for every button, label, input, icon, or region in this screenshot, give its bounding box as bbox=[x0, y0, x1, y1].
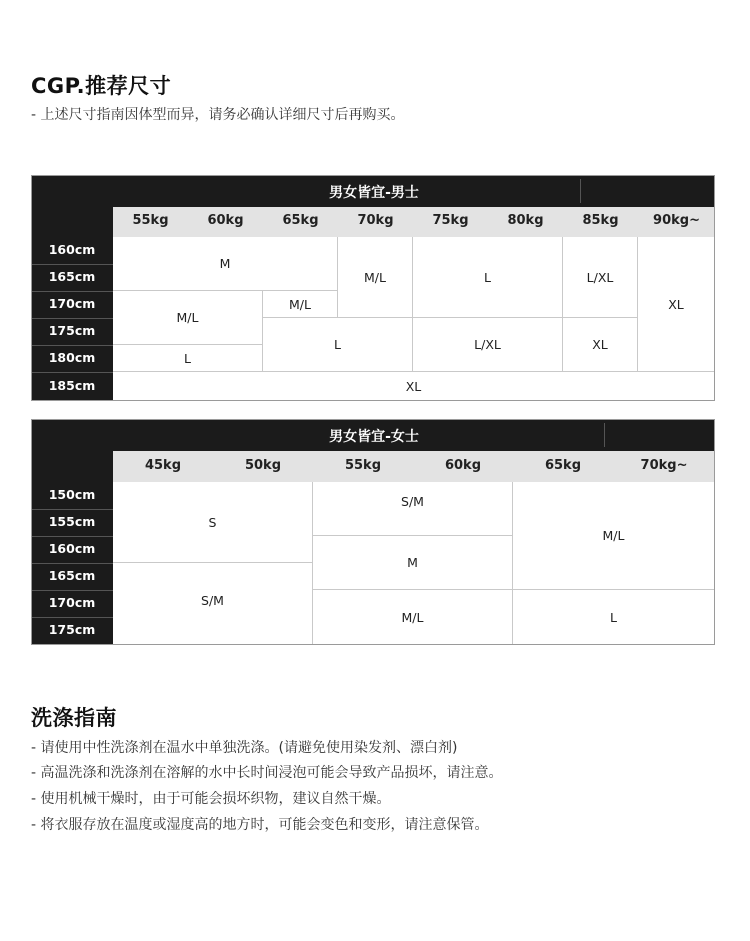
weight-label: 70kg~ bbox=[640, 458, 688, 473]
size-cell: M/L bbox=[313, 590, 513, 645]
washing-line: - 将衣服存放在温度或湿度高的地方时，可能会变色和变形，请注意保管。 bbox=[31, 817, 489, 833]
weight-label: 60kg bbox=[207, 213, 244, 228]
weight-label: 60kg bbox=[444, 458, 482, 473]
row-divider bbox=[31, 372, 113, 373]
size-cell: S/M bbox=[313, 482, 513, 536]
height-label: 165cm bbox=[48, 269, 96, 284]
height-label: 165cm bbox=[48, 568, 96, 583]
height-label: 150cm bbox=[48, 487, 96, 502]
women-size-chart bbox=[31, 419, 715, 645]
weight-label: 75kg bbox=[432, 213, 469, 228]
height-label: 185cm bbox=[48, 378, 96, 393]
row-divider bbox=[31, 291, 113, 292]
row-divider bbox=[31, 264, 113, 265]
washing-title: 洗涤指南 bbox=[31, 706, 117, 730]
washing-line: - 请使用中性洗涤剂在温水中单独洗涤。(请避免使用染发剂、漂白剂) bbox=[31, 740, 458, 756]
size-cell: M bbox=[313, 536, 513, 590]
washing-line: - 使用机械干燥时，由于可能会损坏织物，建议自然干燥。 bbox=[31, 791, 391, 807]
size-cell: L bbox=[263, 318, 413, 372]
height-label: 175cm bbox=[48, 622, 96, 637]
weight-label: 85kg bbox=[582, 213, 619, 228]
height-label: 155cm bbox=[48, 514, 96, 529]
size-cell: XL bbox=[563, 318, 638, 372]
height-label: 160cm bbox=[48, 541, 96, 556]
size-cell: M/L bbox=[113, 291, 263, 345]
height-label: 170cm bbox=[48, 595, 96, 610]
row-divider bbox=[31, 345, 113, 346]
size-cell: L bbox=[513, 590, 715, 645]
row-divider bbox=[31, 590, 113, 591]
header-divider bbox=[604, 423, 605, 447]
weight-label: 90kg~ bbox=[653, 213, 700, 228]
size-cell: M/L bbox=[338, 237, 413, 318]
height-label: 160cm bbox=[48, 242, 96, 257]
row-divider bbox=[31, 509, 113, 510]
height-label: 180cm bbox=[48, 350, 96, 365]
weight-label: 65kg bbox=[282, 213, 319, 228]
weight-label: 55kg bbox=[344, 458, 382, 473]
size-cell: M/L bbox=[263, 291, 338, 318]
row-divider bbox=[31, 563, 113, 564]
size-cell: M bbox=[113, 237, 338, 291]
size-cell: L/XL bbox=[413, 318, 563, 372]
height-label: 175cm bbox=[48, 323, 96, 338]
men-chart-title: 男女皆宜-男士 bbox=[329, 185, 419, 201]
size-cell: S/M bbox=[113, 563, 313, 645]
size-cell: S bbox=[113, 482, 313, 563]
size-cell: L bbox=[413, 237, 563, 318]
weight-label: 80kg bbox=[507, 213, 544, 228]
weight-label: 50kg bbox=[244, 458, 282, 473]
size-cell: XL bbox=[113, 372, 715, 401]
weight-label: 55kg bbox=[132, 213, 169, 228]
washing-line: - 高温洗涤和洗涤剂在溶解的水中长时间浸泡可能会导致产品损坏，请注意。 bbox=[31, 765, 503, 781]
header-divider bbox=[580, 179, 581, 203]
row-divider bbox=[31, 617, 113, 618]
women-chart-title: 男女皆宜-女士 bbox=[329, 429, 419, 445]
size-cell: L/XL bbox=[563, 237, 638, 318]
size-cell: L bbox=[113, 345, 263, 372]
weight-label: 45kg bbox=[144, 458, 182, 473]
weight-label: 65kg bbox=[544, 458, 582, 473]
size-guide-title: CGP.推荐尺寸 bbox=[31, 74, 172, 98]
row-divider bbox=[31, 536, 113, 537]
size-guide-note: - 上述尺寸指南因体型而异，请务必确认详细尺寸后再购买。 bbox=[31, 107, 405, 123]
size-cell: XL bbox=[638, 237, 715, 372]
size-cell: M/L bbox=[513, 482, 715, 590]
men-size-chart bbox=[31, 175, 715, 401]
weight-label: 70kg bbox=[357, 213, 394, 228]
height-label: 170cm bbox=[48, 296, 96, 311]
row-divider bbox=[31, 318, 113, 319]
